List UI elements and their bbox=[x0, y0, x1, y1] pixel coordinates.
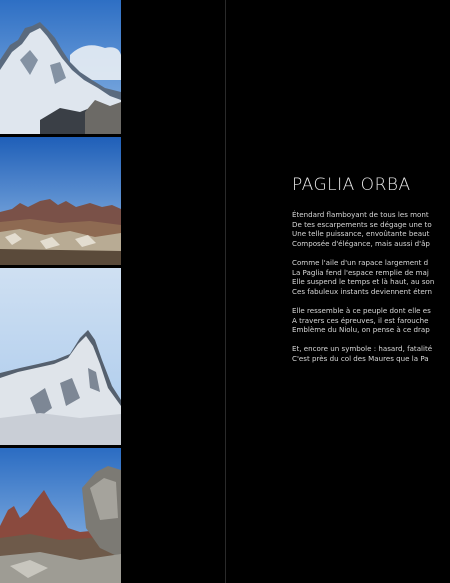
poem-line: Et, encore un symbole : hasard, fatalité bbox=[292, 344, 433, 354]
page-title: PAGLIA ORBA bbox=[292, 175, 411, 195]
red-rock-peaks-photo bbox=[0, 448, 121, 583]
poem-line: Étendard flamboyant de tous les mont bbox=[292, 210, 429, 219]
poem-line: Une telle puissance, envoûtante beaut bbox=[292, 229, 430, 239]
poem-line: Elle suspend le temps et là haut, au son bbox=[292, 277, 435, 287]
poem-text bbox=[292, 210, 450, 373]
stanza-4 bbox=[292, 344, 450, 363]
snow-mountain-photo bbox=[0, 268, 121, 445]
photo-strip bbox=[0, 0, 121, 583]
stanza-1 bbox=[292, 210, 450, 248]
poem-line: Ces fabuleux instants deviennent étern bbox=[292, 286, 433, 296]
poem-line: A travers ces épreuves, il est farouche bbox=[292, 315, 429, 325]
poem-line: Comme l'aile d'un rapace largement d bbox=[292, 257, 429, 267]
stanza-2 bbox=[292, 258, 450, 296]
stanza-3 bbox=[292, 306, 450, 335]
poem-line: Elle ressemble à ce peuple dont elle es bbox=[292, 305, 431, 315]
snowy-peak-photo bbox=[0, 0, 121, 134]
poem-line: Composée d'élégance, mais aussi d'âp bbox=[292, 238, 430, 248]
poem-line: Emblème du Niolu, on pense à ce drap bbox=[292, 325, 430, 335]
poem-line: La Paglia fend l'espace remplie de maj bbox=[292, 267, 429, 277]
poem-line: De tes escarpements se dégage une to bbox=[292, 219, 432, 229]
right-page bbox=[226, 0, 450, 583]
poem-line: C'est près du col des Maures que la Pa bbox=[292, 353, 429, 363]
ridge-landscape-photo bbox=[0, 137, 121, 265]
